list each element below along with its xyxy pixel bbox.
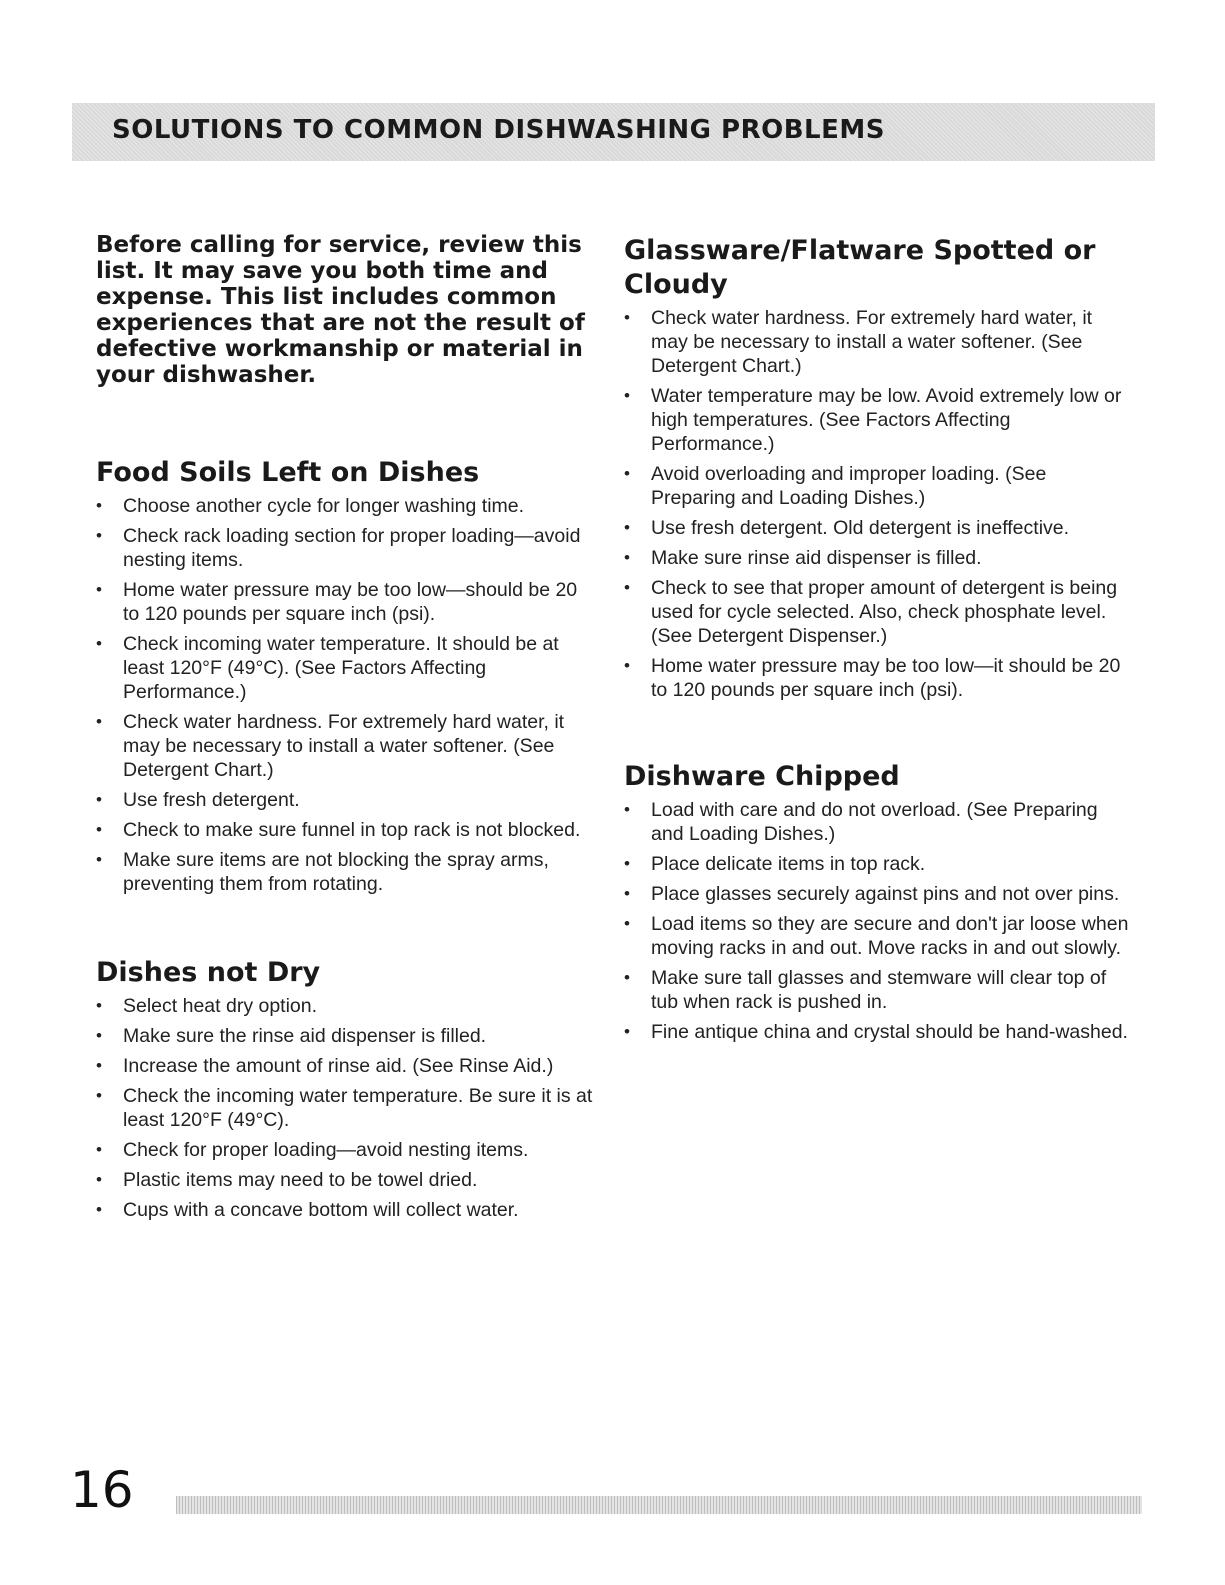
list-item: • Make sure the rinse aid dispenser is filled. — [96, 1024, 596, 1048]
list-item: • Make sure rinse aid dispenser is filled. — [624, 546, 1134, 570]
list-item: • Check for proper loading—avoid nesting items. — [96, 1138, 596, 1162]
list-item: • Check water hardness. For extremely hard water, it may be necessary to install a water softener. (See Detergent Chart.) — [96, 710, 596, 782]
list-item: • Plastic items may need to be towel dried. — [96, 1168, 596, 1192]
footer-divider — [176, 1496, 1142, 1514]
section-banner — [72, 103, 1155, 161]
list-item: • Use fresh detergent. Old detergent is ineffective. — [624, 516, 1134, 540]
list-item: • Check to see that proper amount of detergent is being used for cycle selected. Also, check phosphate level. (See Detergent Dispenser.) — [624, 576, 1134, 648]
glassware-heading: Glassware/Flatware Spotted or Cloudy — [624, 235, 1096, 300]
list-item: • Make sure items are not blocking the spray arms, preventing them from rotating. — [96, 848, 596, 896]
dishware-chipped-list — [624, 798, 1134, 1044]
glassware-section — [624, 234, 1134, 708]
list-item: • Avoid overloading and improper loading. (See Preparing and Loading Dishes.) — [624, 462, 1134, 510]
list-item: • Home water pressure may be too low—it should be 20 to 120 pounds per square inch (psi). — [624, 654, 1134, 702]
list-item: • Check rack loading section for proper loading—avoid nesting items. — [96, 524, 596, 572]
dishes-not-dry-list — [96, 994, 596, 1222]
list-item: • Load items so they are secure and don't jar loose when moving racks in and out. Move racks in and out slowly. — [624, 912, 1134, 960]
list-item: • Use fresh detergent. — [96, 788, 596, 812]
list-item: • Make sure tall glasses and stemware will clear top of tub when rack is pushed in. — [624, 966, 1134, 1014]
intro-paragraph: Before calling for service, review this list. It may save you both time and expense. This list includes common experiences that are not the result of defective workmanship or material in your dishwasher. — [96, 232, 585, 388]
dishware-chipped-heading: Dishware Chipped — [624, 761, 900, 792]
food-soils-list — [96, 494, 596, 896]
food-soils-section — [96, 456, 596, 902]
list-item: • Place glasses securely against pins and not over pins. — [624, 882, 1134, 906]
list-item: • Check incoming water temperature. It should be at least 120°F (49°C). (See Factors Affecting Performance.) — [96, 632, 596, 704]
list-item: • Cups with a concave bottom will collect water. — [96, 1198, 596, 1222]
banner-title: SOLUTIONS TO COMMON DISHWASHING PROBLEMS — [112, 115, 885, 145]
dishes-not-dry-section — [96, 956, 596, 1228]
list-item: • Check to make sure funnel in top rack is not blocked. — [96, 818, 596, 842]
list-item: • Select heat dry option. — [96, 994, 596, 1018]
list-item: • Water temperature may be low. Avoid extremely low or high temperatures. (See Factors Affecting Performance.) — [624, 384, 1134, 456]
list-item: • Check water hardness. For extremely hard water, it may be necessary to install a water softener. (See Detergent Chart.) — [624, 306, 1134, 378]
list-item: • Home water pressure may be too low—should be 20 to 120 pounds per square inch (psi). — [96, 578, 596, 626]
list-item: • Increase the amount of rinse aid. (See Rinse Aid.) — [96, 1054, 596, 1078]
list-item: • Load with care and do not overload. (See Preparing and Loading Dishes.) — [624, 798, 1134, 846]
left-column — [96, 232, 596, 1221]
list-item: • Check the incoming water temperature. Be sure it is at least 120°F (49°C). — [96, 1084, 596, 1132]
list-item: • Place delicate items in top rack. — [624, 852, 1134, 876]
glassware-list — [624, 306, 1134, 702]
page-number: 16 — [70, 1461, 134, 1519]
dishware-chipped-section — [624, 760, 1134, 1050]
list-item: • Choose another cycle for longer washing time. — [96, 494, 596, 518]
list-item: • Fine antique china and crystal should be hand-washed. — [624, 1020, 1134, 1044]
food-soils-heading: Food Soils Left on Dishes — [96, 457, 480, 488]
dishes-not-dry-heading: Dishes not Dry — [96, 957, 321, 988]
